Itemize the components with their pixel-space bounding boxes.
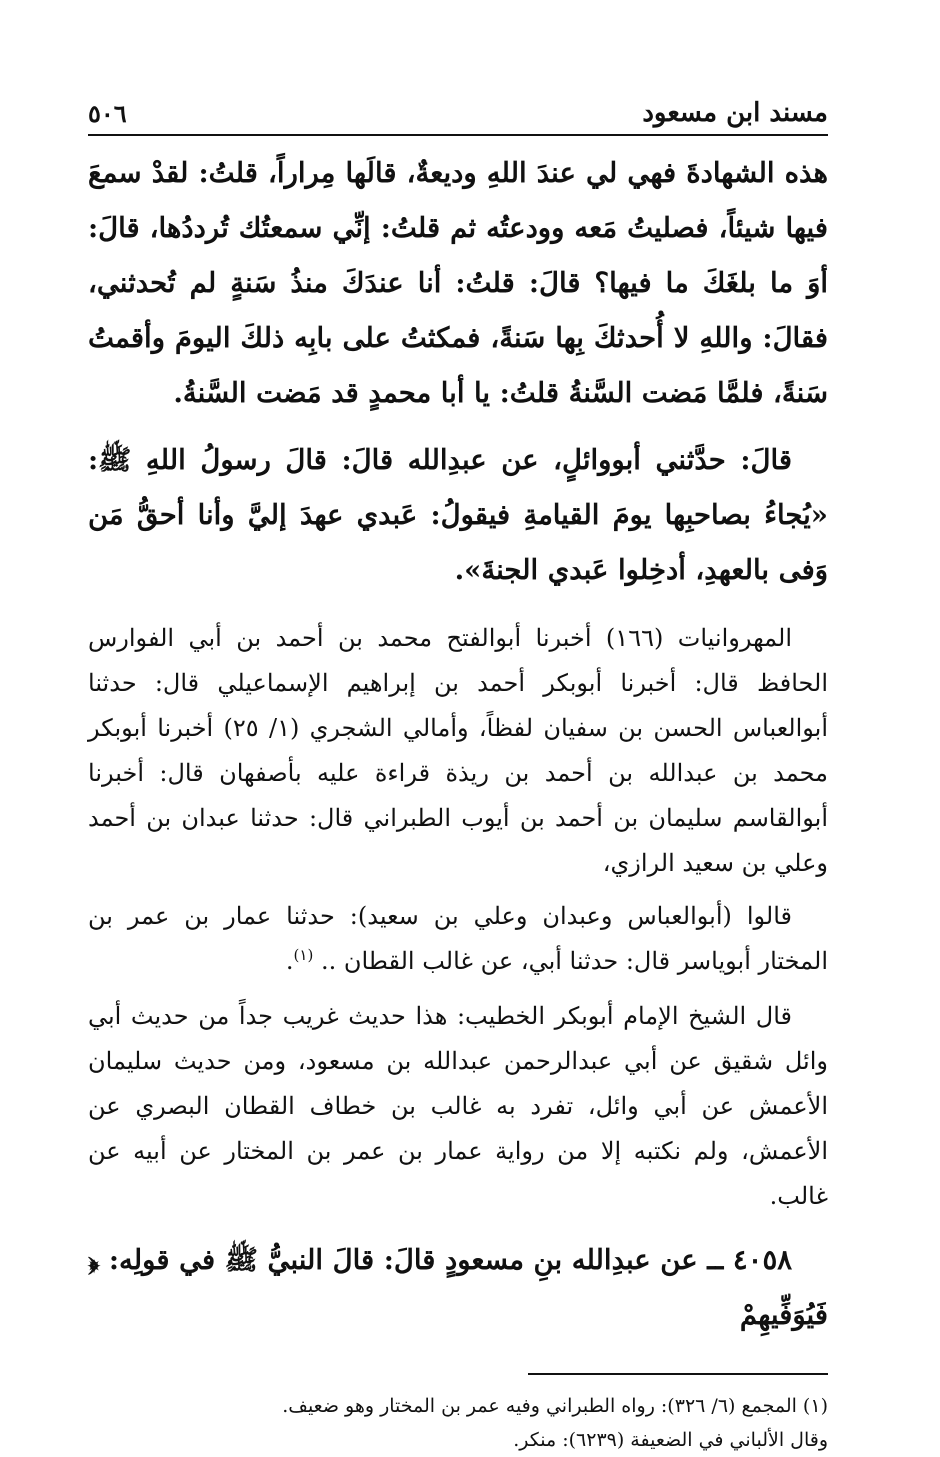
footnote-1-continuation: وقال الألباني في الضعيفة (٦٢٣٩): منكر. [513, 1429, 828, 1451]
page-number: ٥٠٦ [88, 99, 127, 128]
footnotes [88, 1389, 828, 1457]
hadith-4058-opening: ٤٠٥٨ ــ عن عبدِالله بنِ مسعودٍ قالَ: قالَ النبيُّ ﷺ في قولِه: ﴿ فَيُوَفِّيهِمْ [88, 1244, 828, 1331]
footnote-separator [528, 1373, 828, 1375]
hadith-text-paragraph: هذه الشهادةَ فهي لي عندَ اللهِ وديعةٌ، قالَها مِراراً، قلتُ: لقدْ سمعَ فيها شيئاً، فصليتُ مَعه وودعتُه ثم قلتُ: إنِّي سمعتُك تُرددُها، قالَ: أوَ ما بلغَكَ ما فيها؟ قالَ: قلتُ: أنا عندَكَ منذُ سَنةٍ لم تُحدثني، فقالَ: واللهِ لا أُحدثكَ بِها سَنةً، فمكثتُ على بابِه ذلكَ اليومَ وأقمتُ سَنةً، فلمَّا مَضت السَّنةُ قلتُ: يا أبا محمدٍ قد مَضت السَّنةُ. [88, 157, 828, 409]
commentary-paragraph: قال الشيخ الإمام أبوبكر الخطيب: هذا حديث غريب جداً من حديث أبي وائل شقيق عن أبي عبدالرحمن عبدالله بن مسعود، ومن حديث سليمان الأعمش عن أبي وائل، تفرد به غالب بن خطاف القطان البصري عن الأعمش، ولم نكتبه إلا من رواية عمار بن عمر بن المختار عن أبيه عن غالب. [88, 1002, 828, 1210]
source-chain-continued-paragraph: قالوا (أبوالعباس وعبدان وعلي بن سعيد): حدثنا عمار بن عمر بن المختار أبوياسر قال: حدثنا أبي، عن غالب القطان .. $^{(١)}$. [88, 902, 828, 975]
page-header [88, 88, 828, 136]
running-title: مسند ابن مسعود [642, 98, 828, 128]
footnote-1: (١) المجمع (٦/ ٣٢٦): رواه الطبراني وفيه عمر بن المختار وهو ضعيف. [282, 1395, 828, 1417]
source-chain-text: قالوا (أبوالعباس وعبدان وعلي بن سعيد): حدثنا عمار بن عمر بن المختار أبوياسر قال: حدثنا أبي، عن غالب القطان .. [88, 902, 828, 975]
source-chain-paragraph: المهروانيات (١٦٦) أخبرنا أبوالفتح محمد بن أحمد بن أبي الفوارس الحافظ قال: أخبرنا أبوبكر أحمد بن إبراهيم الإسماعيلي قال: حدثنا أبوالعباس الحسن بن سفيان لفظاً، وأمالي الشجري (١/ ٢٥) أخبرنا أبوبكر محمد بن عبدالله بن أحمد بن ريذة قراءة عليه بأصفهان قال: أخبرنا أبوالقاسم سليمان بن أحمد بن أيوب الطبراني قال: حدثنا عبدان بن أحمد وعلي بن سعيد الرازي، [88, 624, 829, 877]
book-page [88, 88, 829, 1451]
hadith-narration-paragraph: قالَ: حدَّثني أبووائلٍ، عن عبدِالله قالَ: قالَ رسولُ اللهِ ﷺ: «يُجاءُ بصاحبِها يومَ القيامةِ فيقولُ: عَبدي عهدَ إليَّ وأنا أحقُّ مَن وَفى بالعهدِ، أدخِلوا عَبدي الجنةَ». [88, 444, 828, 586]
footnote-reference: (١) [293, 946, 314, 964]
